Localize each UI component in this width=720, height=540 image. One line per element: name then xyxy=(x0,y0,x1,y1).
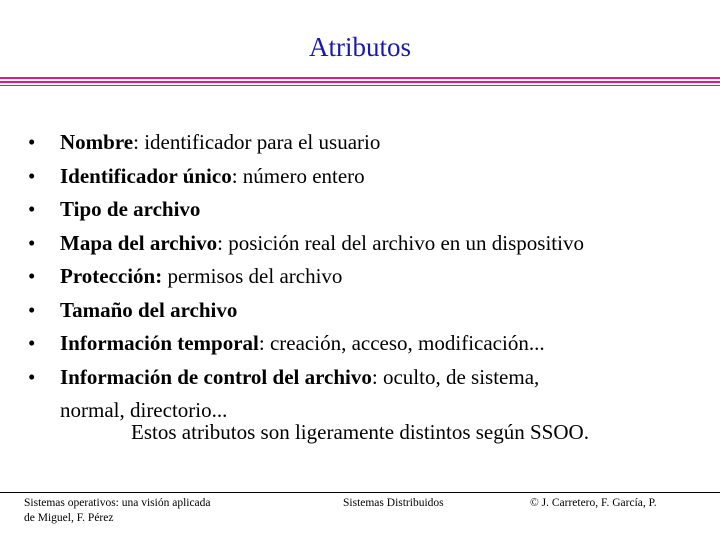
list-item: • Información temporal: creación, acceso, modificación... xyxy=(28,327,698,361)
bullet-icon: • xyxy=(28,297,36,322)
bullet-icon: • xyxy=(28,264,36,288)
bullet-icon: • xyxy=(28,364,36,389)
list-item: • Identificador único: número entero xyxy=(28,160,698,194)
list-item: • Tamaño del archivo xyxy=(28,294,698,328)
bullet-icon: • xyxy=(28,331,36,355)
bullet-icon: • xyxy=(28,197,36,221)
list-item: • Nombre: identificador para el usuario xyxy=(28,126,698,160)
bullet-icon: • xyxy=(28,163,36,188)
bullet-icon: • xyxy=(28,230,36,255)
title-divider xyxy=(0,77,720,88)
footer-copyright: © J. Carretero, F. García, P. xyxy=(530,497,657,509)
list-item: • Tipo de archivo xyxy=(28,193,698,227)
list-item: • Protección: permisos del archivo xyxy=(28,260,698,294)
footer-divider xyxy=(0,492,720,493)
footer-course: Sistemas Distribuidos xyxy=(343,497,444,509)
closing-note: Estos atributos son ligeramente distintos según SSOO. xyxy=(131,420,589,444)
list-item-continuation: normal, directorio... xyxy=(60,398,228,422)
bullet-icon: • xyxy=(28,130,36,154)
footer-book-credit: Sistemas operativos: una visión aplicada de Miguel, F. Pérez xyxy=(24,497,211,524)
list-item: • Mapa del archivo: posición real del archivo en un dispositivo xyxy=(28,227,698,261)
slide-title: Atributos xyxy=(308,32,411,62)
list-item: • Información de control del archivo: oculto, de sistema, normal, directorio... xyxy=(28,361,698,428)
attribute-list xyxy=(28,126,698,428)
